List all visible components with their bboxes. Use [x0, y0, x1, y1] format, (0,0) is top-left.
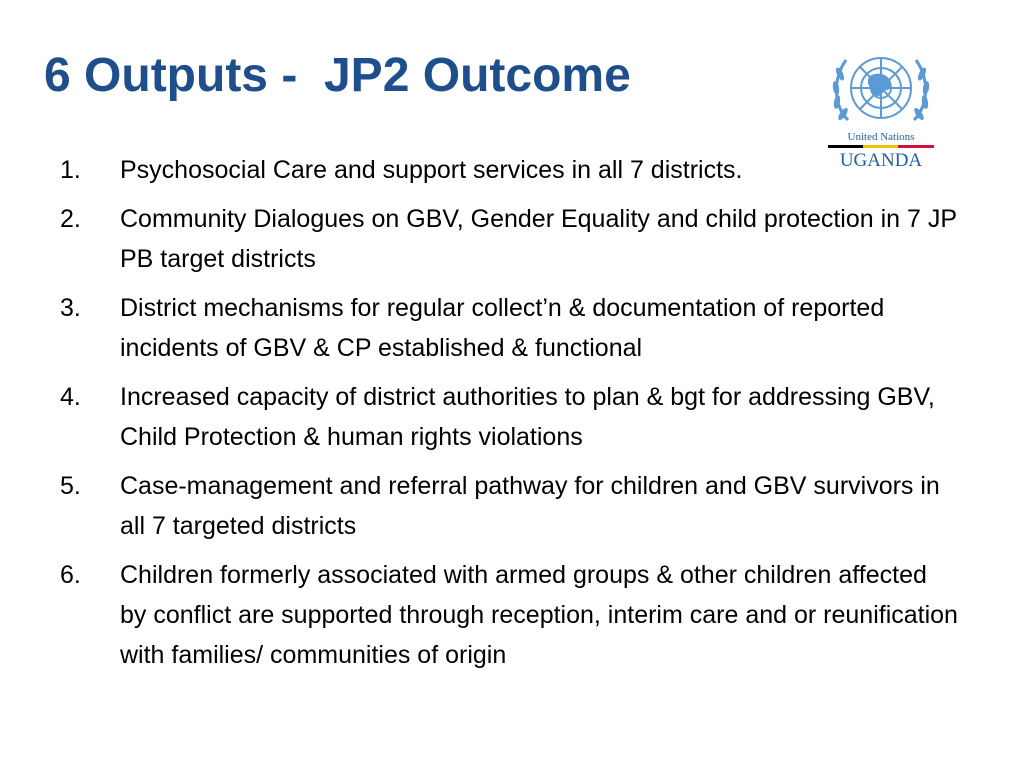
- output-number: 3.: [60, 294, 81, 322]
- output-number: 5.: [60, 472, 81, 500]
- flag-stripe-yellow: [863, 145, 898, 148]
- flag-stripe-red: [898, 145, 934, 148]
- un-emblem-icon: [832, 58, 930, 121]
- output-number: 6.: [60, 561, 81, 589]
- output-number: 4.: [60, 383, 81, 411]
- output-item: [60, 555, 960, 675]
- output-text: Case-management and referral pathway for children and GBV survivors in all 7 targeted districts: [120, 472, 940, 540]
- output-text: District mechanisms for regular collect’n & documentation of reported incidents of GBV & CP established & functional: [120, 294, 885, 362]
- output-text: Psychosocial Care and support services in all 7 districts.: [120, 156, 743, 184]
- outputs-list: [60, 150, 960, 684]
- output-item: [60, 150, 960, 190]
- output-number: 1.: [60, 156, 81, 184]
- output-item: [60, 199, 960, 279]
- output-text: Increased capacity of district authorities to plan & bgt for addressing GBV, Child Protection & human rights violations: [120, 383, 935, 451]
- output-text: Children formerly associated with armed groups & other children affected by conflict are supported through reception, interim care and or reunification with families/ communities of origin: [120, 561, 958, 669]
- logo-line1: United Nations: [847, 131, 915, 143]
- output-item: [60, 288, 960, 368]
- flag-stripe-black: [828, 145, 863, 148]
- output-item: [60, 377, 960, 457]
- slide-title: 6 Outputs - JP2 Outcome: [44, 49, 631, 102]
- logo-line2: UGANDA: [839, 150, 923, 171]
- output-text: Community Dialogues on GBV, Gender Equality and child protection in 7 JP PB target districts: [120, 205, 957, 273]
- output-item: [60, 466, 960, 546]
- output-number: 2.: [60, 205, 81, 233]
